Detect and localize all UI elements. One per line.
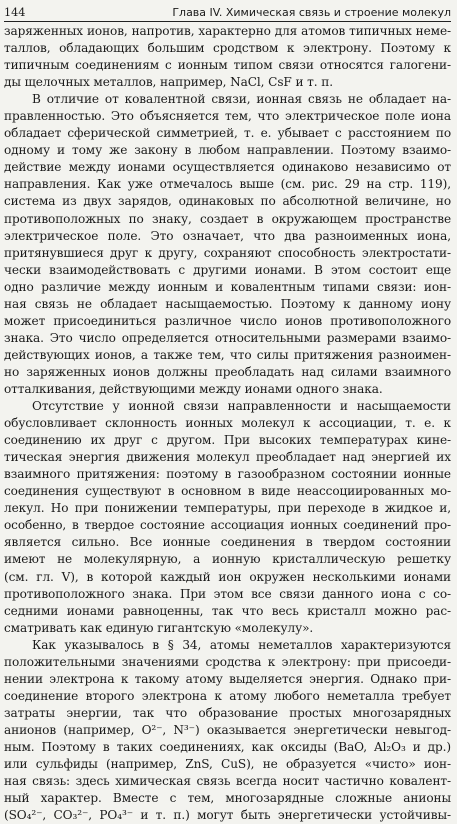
text-line: или сульфиды (например, ZnS, CuS), не образуется «чисто» ион- bbox=[4, 757, 451, 772]
text-line: соединения существуют в основном в виде неассоциированных мо- bbox=[4, 484, 451, 499]
running-header bbox=[4, 2, 451, 22]
text-line: направления. Как уже отмечалось выше (см. рис. 29 на стр. 119), bbox=[4, 177, 451, 192]
page-number: 144 bbox=[4, 6, 26, 19]
text-line: правленностью. Это объясняется тем, что электрическое поле иона bbox=[4, 109, 451, 124]
text-line: обладает сферической симметрией, т. е. убывает с расстоянием по bbox=[4, 126, 451, 141]
text-line: одно различие между ионным и ковалентным типами связи: ион- bbox=[4, 279, 451, 294]
text-line: анионов (например, O²⁻, N³⁻) оказывается энергетически невыгод- bbox=[4, 722, 451, 737]
text-line: (SO₄²⁻, CO₃²⁻, PO₄³⁻ и т. п.) могут быть энергетически устойчивы- bbox=[4, 808, 451, 823]
text-line: обусловливает склонность ионных молекул к ассоциации, т. е. к bbox=[4, 416, 451, 431]
text-line: (см. гл. V), в которой каждый ион окружен несколькими ионами bbox=[4, 569, 451, 584]
text-line: ный характер. Вместе с тем, многозарядные сложные анионы bbox=[4, 791, 451, 806]
text-line: одному и тому же закону в любом направлении. Поэтому взаимо- bbox=[4, 143, 451, 158]
text-line: сматривать как единую гигантскую «молекулу». bbox=[4, 620, 314, 635]
text-line: ным. Поэтому в таких соединениях, как оксиды (BaO, Al₂O₃ и др.) bbox=[4, 739, 451, 754]
text-line: тическая энергия движения молекул преобладает над энергией их bbox=[4, 450, 451, 465]
text-line: соединению их друг с другом. При высоких температурах кине- bbox=[4, 433, 451, 448]
text-line: таллов, обладающих большим сродством к электрону. Поэтому к bbox=[4, 41, 451, 56]
text-line: является сильно. Все ионные соединения в твердом состоянии bbox=[4, 535, 451, 550]
text-line: заряженных ионов, напротив, характерно для атомов типичных неме- bbox=[4, 24, 451, 38]
text-line: ды щелочных металлов, например, NaCl, CsF и т. п. bbox=[4, 75, 333, 90]
text-line: противоположного знака. При этом все связи данного иона с со- bbox=[4, 586, 451, 601]
text-line: типичным соединениям с ионным типом связи относятся галогени- bbox=[4, 58, 451, 73]
text-line: чески взаимодействовать с другими ионами. В этом состоит еще bbox=[4, 262, 451, 277]
text-line: система из двух зарядов, одинаковых по абсолютной величине, но bbox=[4, 194, 451, 209]
text-line: противоположных по знаку, создает в окружающем пространстве bbox=[4, 211, 451, 226]
text-line: но заряженных ионов должны преобладать над силами взаимного bbox=[4, 364, 451, 379]
text-line: отталкивания, действующими между ионами одного знака. bbox=[4, 381, 383, 396]
text-line: действие между ионами осуществляется одинаково независимо от bbox=[4, 160, 451, 175]
text-line: седними ионами равноценны, так что весь кристалл можно рас- bbox=[4, 603, 451, 618]
page-body-text bbox=[4, 23, 451, 824]
text-line: знака. Это число определяется относительными размерами взаимо- bbox=[4, 330, 451, 345]
text-line: взаимного притяжения: поэтому в газообразном состоянии ионные bbox=[4, 467, 451, 482]
text-line: В отличие от ковалентной связи, ионная связь не обладает на- bbox=[32, 92, 451, 107]
text-line: Отсутствие у ионной связи направленности и насыщаемости bbox=[32, 399, 451, 414]
text-line: лекул. Но при понижении температуры, при переходе в жидкое и, bbox=[4, 501, 451, 516]
text-line: действующих ионов, а также тем, что силы притяжения разноимен- bbox=[4, 347, 451, 362]
text-line: затраты энергии, так что образование простых многозарядных bbox=[4, 705, 451, 720]
text-line: положительными значениями сродства к электрону: при присоеди- bbox=[4, 654, 451, 669]
text-line: ная связь не обладает насыщаемостью. Поэтому к данному иону bbox=[4, 296, 451, 311]
running-title: Глава IV. Химическая связь и строение молекул bbox=[172, 6, 451, 19]
text-line: может присоединиться различное число ионов противоположного bbox=[4, 313, 451, 328]
text-line: нении электрона к такому атому выделяется энергия. Однако при- bbox=[4, 671, 451, 686]
text-line: электрическое поле. Это означает, что два разноименных иона, bbox=[4, 228, 451, 243]
text-line: имеют не молекулярную, а ионную кристаллическую решетку bbox=[4, 552, 451, 567]
text-line: Как указывалось в § 34, атомы неметаллов характеризуются bbox=[32, 637, 451, 652]
text-line: особенно, в твердое состояние ассоциация ионных соединений про- bbox=[4, 518, 451, 533]
text-line: притянувшиеся друг к другу, сохраняют способность электростати- bbox=[4, 245, 451, 260]
text-line: ная связь: здесь химическая связь всегда носит частично ковалент- bbox=[4, 774, 451, 789]
text-line: соединение второго электрона к атому любого неметалла требует bbox=[4, 688, 451, 703]
